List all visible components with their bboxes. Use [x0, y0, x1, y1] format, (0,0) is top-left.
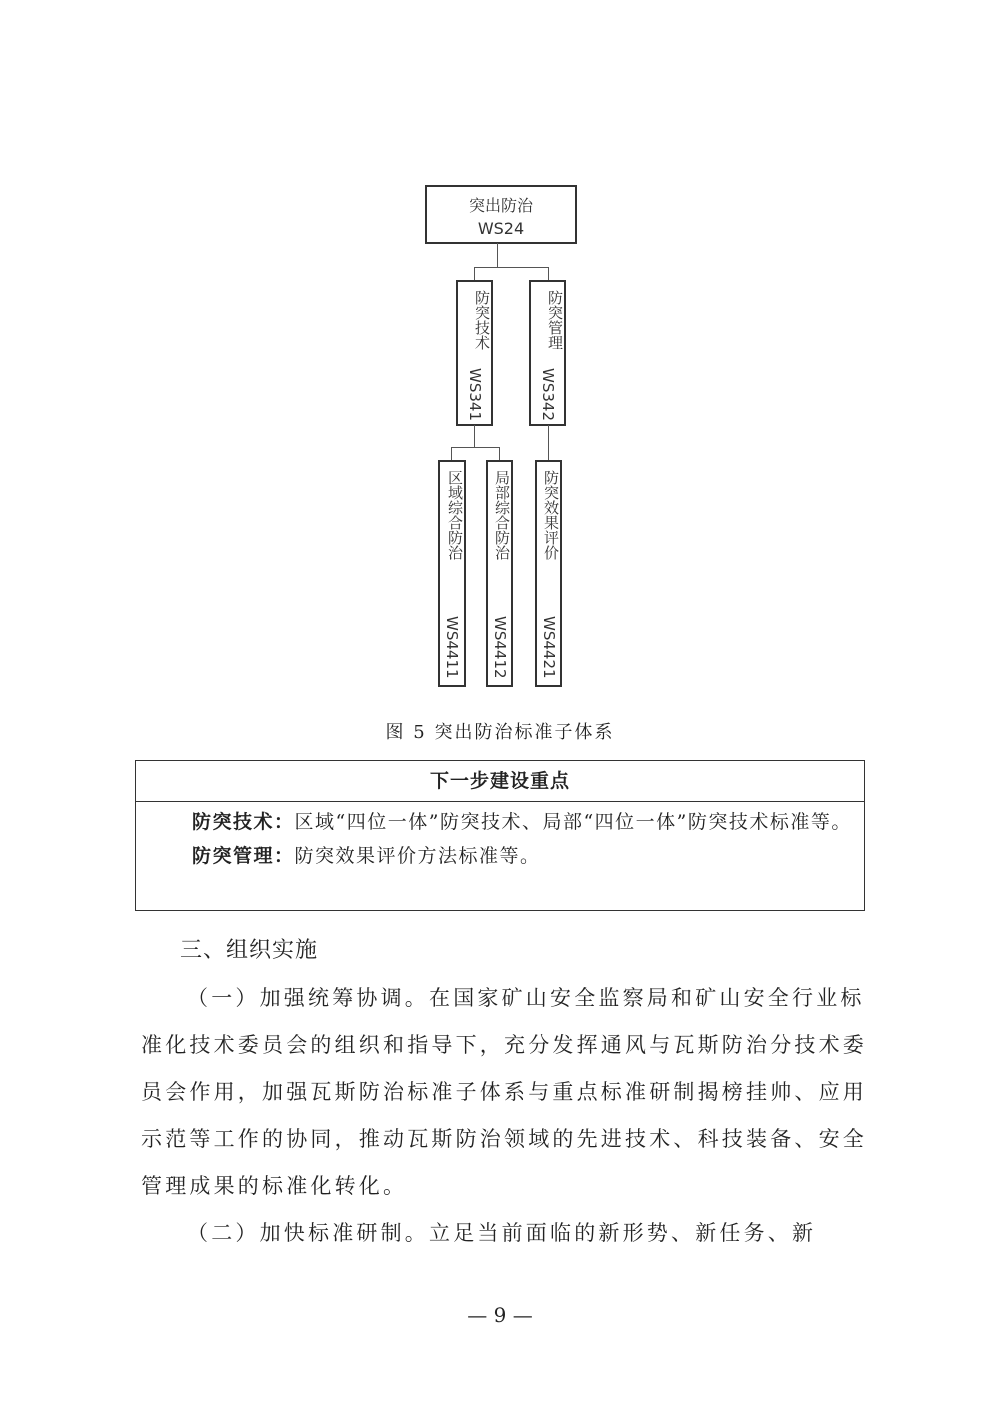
- row-text: 防突效果评价方法标准等。: [294, 845, 541, 867]
- node-jubu-zonghe-fangzhi: [486, 460, 513, 687]
- connector: [474, 425, 475, 448]
- root-node-code: WS24: [477, 219, 525, 238]
- node-title: 区域综合防治: [446, 470, 464, 560]
- node-fangtu-jishu: [456, 280, 493, 426]
- node-code: WS342: [538, 368, 557, 421]
- connector: [474, 267, 549, 268]
- section-heading: 三、组织实施: [180, 938, 319, 963]
- connector: [451, 447, 500, 448]
- section-body: [141, 975, 881, 1257]
- paragraph: （一）加强统筹协调。在国家矿山安全监察局和矿山安全行业标准化技术委员会的组织和指导下，充分发挥通风与瓦斯防治分技术委员会作用，加强瓦斯防治标准子体系与重点标准研制揭榜挂帅、应用示范等工作的协同，推动瓦斯防治领域的先进技术、科技装备、安全管理成果的标准化转化。: [141, 986, 867, 1198]
- next-steps-table: [135, 760, 865, 911]
- row-label: 防突技术：: [192, 811, 295, 833]
- node-code: WS4411: [443, 616, 461, 679]
- table-header: 下一步建设重点: [136, 761, 864, 802]
- table-body: [144, 805, 858, 873]
- node-title: 防突管理: [546, 290, 564, 350]
- node-title: 防突技术: [473, 290, 491, 350]
- node-code: WS341: [465, 368, 484, 421]
- node-fangtu-xiaoguo-pingjia: [535, 460, 562, 687]
- table-row: [144, 805, 858, 839]
- node-title: 局部综合防治: [493, 470, 511, 560]
- paragraph: （二）加快标准研制。立足当前面临的新形势、新任务、新: [187, 1221, 817, 1245]
- node-quyu-zonghe-fangzhi: [438, 460, 466, 687]
- connector: [497, 243, 498, 268]
- figure-caption: 图 5 突出防治标准子体系: [385, 722, 615, 743]
- node-code: WS4421: [539, 616, 558, 679]
- node-title: 防突效果评价: [542, 470, 560, 560]
- page-number: — 9 —: [467, 1303, 533, 1327]
- connector: [474, 267, 475, 281]
- connector: [548, 267, 549, 281]
- node-code: WS4412: [490, 616, 509, 679]
- root-node: [425, 185, 577, 244]
- node-fangtu-guanli: [529, 280, 566, 426]
- row-label: 防突管理：: [192, 845, 295, 867]
- connector: [499, 447, 500, 461]
- table-row: [144, 839, 858, 873]
- connector: [451, 447, 452, 461]
- row-text: 区域“四位一体”防突技术、局部“四位一体”防突技术标准等。: [294, 811, 852, 833]
- connector: [548, 425, 549, 461]
- root-node-title: 突出防治: [468, 196, 533, 215]
